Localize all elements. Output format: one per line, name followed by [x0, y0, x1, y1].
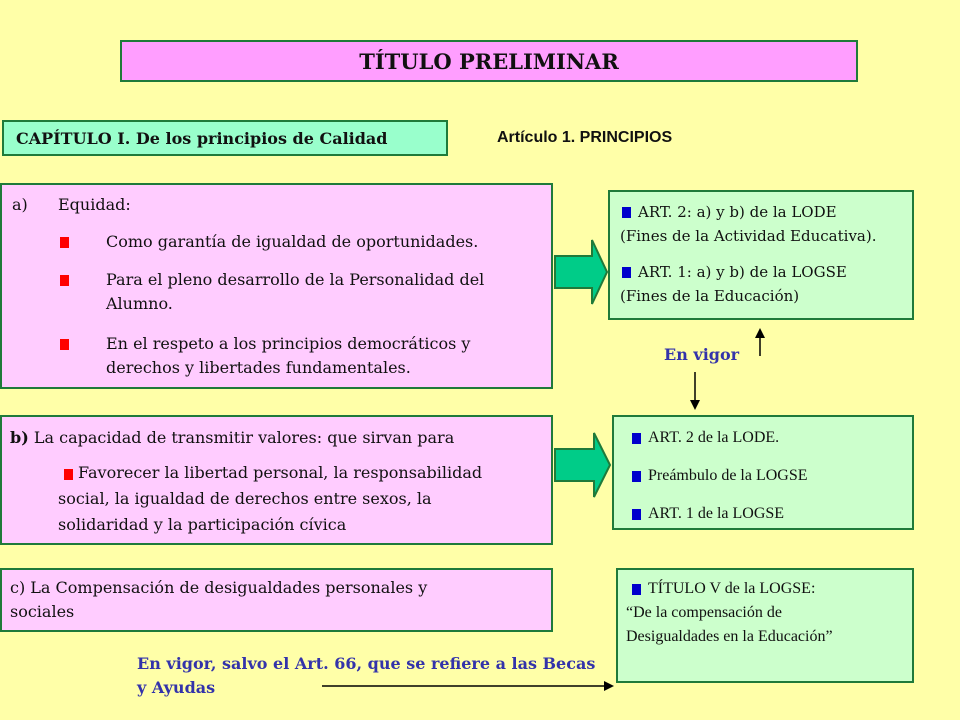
article-heading: Artículo 1. PRINCIPIOS — [497, 129, 673, 146]
right-2-item-1: ART. 2 de la LODE. — [648, 429, 780, 446]
section-a-heading: Equidad: — [58, 195, 131, 214]
right-3-line-2: “De la compensación de — [626, 604, 782, 621]
right-2-item-3: ART. 1 de la LOGSE — [648, 505, 785, 522]
right-1-line-2: (Fines de la Actividad Educativa). — [620, 227, 877, 245]
note-bottom-1: En vigor, salvo el Art. 66, que se refiere a las Becas — [137, 654, 596, 673]
section-a-item-1: Como garantía de igualdad de oportunidades. — [106, 232, 479, 251]
section-c-line-2: sociales — [10, 602, 75, 621]
right-2-item-2: Preámbulo de la LOGSE — [648, 467, 808, 484]
section-c-line-1: c) La Compensación de desigualdades personales y — [10, 578, 428, 597]
section-b-line-2: social, la igualdad de derechos entre sexos, la — [58, 489, 432, 508]
right-3-line-3: Desigualdades en la Educación” — [626, 628, 833, 645]
block-arrow-icon — [555, 240, 607, 304]
section-b-line-3: solidaridad y la participación cívica — [58, 515, 347, 534]
section-b-heading-text: La capacidad de transmitir valores: que sirvan para — [33, 428, 455, 447]
section-a-item-2: Para el pleno desarrollo de la Personalidad del — [106, 270, 485, 289]
section-a-item-2-cont: Alumno. — [106, 294, 173, 313]
section-b-line-1: Favorecer la libertad personal, la responsabilidad — [78, 463, 483, 482]
right-3-line-1: TÍTULO V de la LOGSE: — [648, 580, 816, 597]
block-arrow-icon — [555, 433, 610, 497]
note-bottom-2: y Ayudas — [137, 678, 216, 697]
right-1-line-1: ART. 2: a) y b) de la LODE — [638, 203, 837, 221]
note-en-vigor: En vigor — [664, 345, 740, 364]
section-a-label: a) — [12, 195, 28, 214]
page-title: TÍTULO PRELIMINAR — [359, 48, 619, 74]
section-b-label: b) — [10, 428, 29, 447]
right-1-line-4: (Fines de la Educación) — [620, 287, 800, 305]
section-a-item-3-cont: derechos y libertades fundamentales. — [106, 358, 411, 377]
right-1-line-3: ART. 1: a) y b) de la LOGSE — [638, 263, 847, 281]
section-a-item-3: En el respeto a los principios democráticos y — [106, 334, 471, 353]
chapter-label: CAPÍTULO I. De los principios de Calidad — [16, 128, 388, 148]
